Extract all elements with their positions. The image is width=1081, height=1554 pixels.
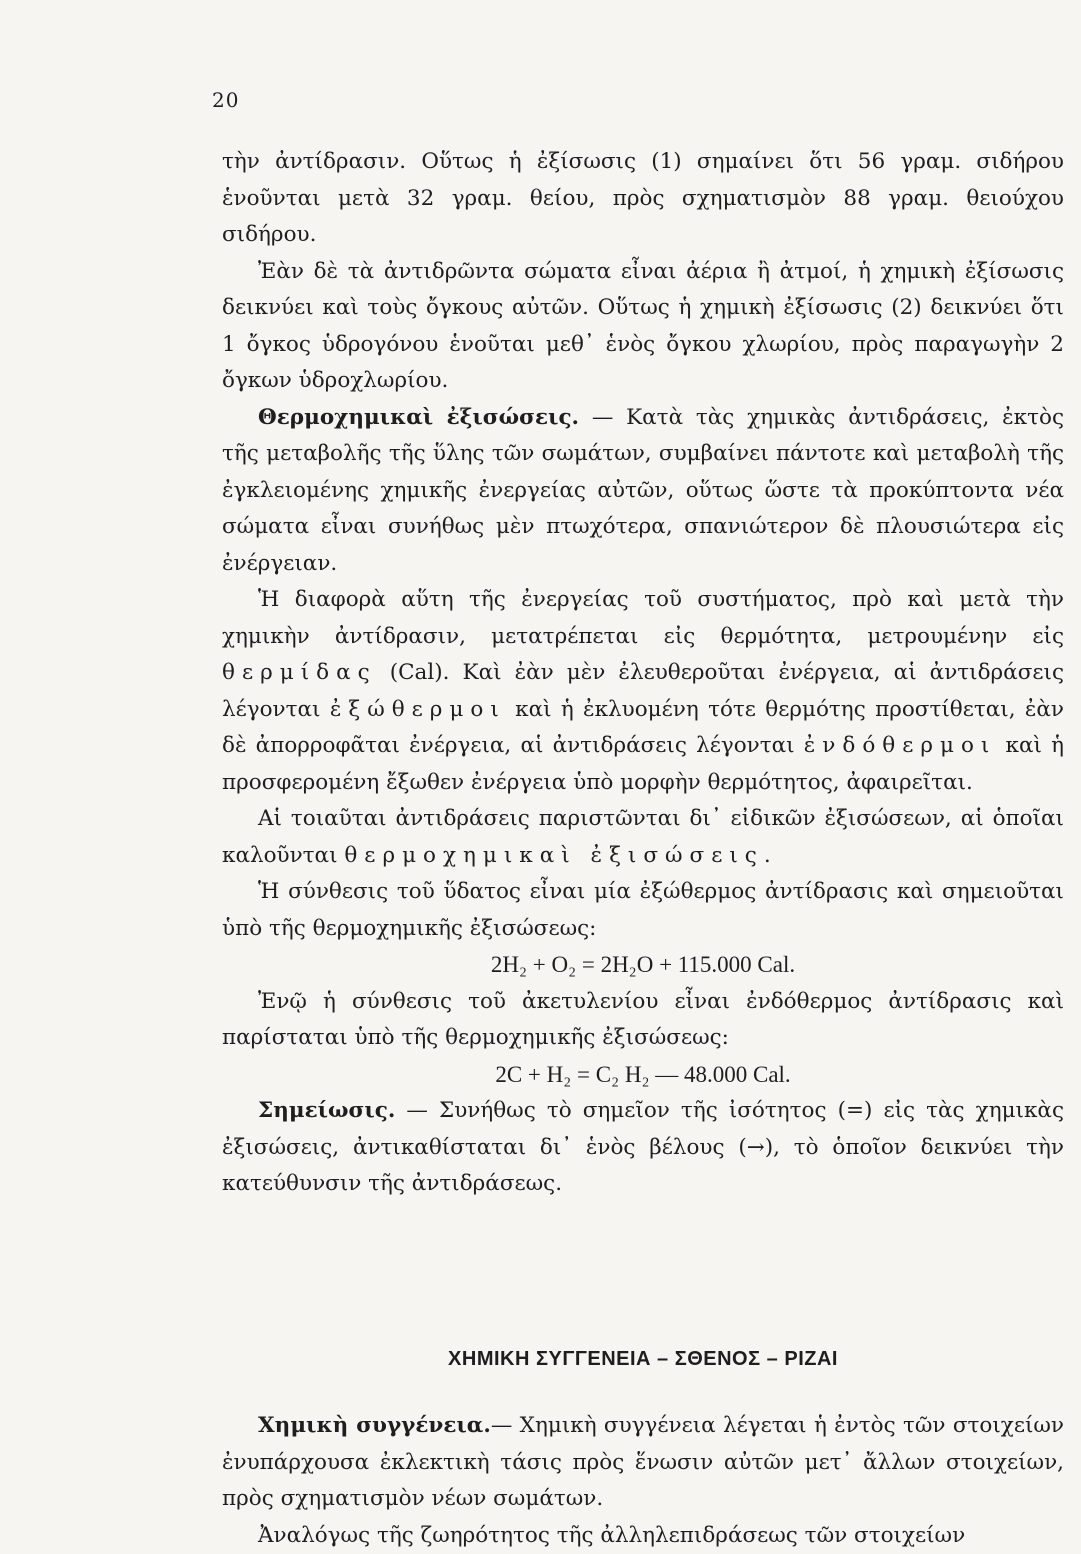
emphasized-term: θερμοχημικαὶ ἐξισώσεις. — [344, 843, 777, 868]
body-text — [222, 144, 1064, 1203]
equation: 2C + H₂ = C₂ H₂ — 48.000 Cal. — [222, 1057, 1064, 1094]
paragraph-text: (Cal). Καὶ ἐὰν μὲν ἐλευθεροῦται ἐνέργεια, αἱ ἀντιδράσεις λέγονται — [222, 660, 1064, 722]
paragraph-text: Αἱ τοιαῦται ἀντιδράσεις παριστῶνται δι᾽ εἰδικῶν ἐξισώσεων, αἱ ὁποῖαι καλοῦνται — [222, 806, 1064, 868]
emphasized-term: θερμίδας — [222, 660, 377, 685]
subsection-title: Θερμοχημικαὶ ἐξισώσεις. — [258, 405, 579, 430]
paragraph-text: καὶ ἡ ἐκλυομένη τότε θερμότης προστίθεται, ἐὰν δὲ ἀπορροφᾶται ἐνέργεια, αἱ ἀντιδράσεις λέγονται — [222, 697, 1064, 759]
paragraph-text: — Κατὰ τὰς χημικὰς ἀντιδράσεις, ἐκτὸς τῆς μεταβολῆς τῆς ὕλης τῶν σωμάτων, συμβαίνει πάντοτε καὶ μεταβολὴ τῆς ἐγκλειομένης χημικῆς ἐνεργείας αὐτῶν, οὕτως ὥστε τὰ προκύπτοντα νέα σώματα εἶναι συνήθως μὲν πτωχότερα, σπανιώτερον δὲ πλουσιώτερα εἰς ἐνέργειαν. — [222, 405, 1064, 576]
section-heading: ΧΗΜΙΚΗ ΣΥΓΓΕΝΕΙΑ – ΣΘΕΝΟΣ – ΡΙΖΑΙ — [222, 1348, 1064, 1371]
equation: 2H₂ + O₂ = 2H₂O + 115.000 Cal. — [222, 947, 1064, 984]
paragraph — [222, 582, 1064, 801]
paragraph-text: Ἡ διαφορὰ αὕτη τῆς ἐνεργείας τοῦ συστήματος, πρὸ καὶ μετὰ τὴν χημικὴν ἀντίδρασιν, μετατρέπεται εἰς θερμότητα, μετρουμένην εἰς — [222, 587, 1064, 649]
paragraph-text: — Χημικὴ συγγένεια λέγεται ἡ ἐντὸς τῶν στοιχείων ἐνυπάρχουσα ἐκλεκτικὴ τάσις πρὸς ἕνωσιν αὐτῶν μετ᾽ ἄλλων στοιχείων, πρὸς σχηματισμὸν νέων σωμάτων. — [222, 1413, 1064, 1511]
paragraph — [222, 1408, 1064, 1518]
note-title: Σημείωσις. — [258, 1098, 395, 1123]
paragraph — [222, 1093, 1064, 1203]
paragraph: Ἐνῷ ἡ σύνθεσις τοῦ ἀκετυλενίου εἶναι ἐνδόθερμος ἀντίδρασις καὶ παρίσταται ὑπὸ τῆς θερμοχημικῆς ἐξισώσεως: — [222, 984, 1064, 1057]
paragraph-text: — Συνήθως τὸ σημεῖον τῆς ἰσότητος (=) εἰς τὰς χημικὰς ἐξισώσεις, ἀντικαθίσταται δι᾽ ἑνὸς βέλους (→), τὸ ὁποῖον δεικνύει τὴν κατεύθυνσιν τῆς ἀντιδράσεως. — [222, 1098, 1064, 1196]
page-number: 20 — [212, 88, 239, 112]
paragraph — [222, 801, 1064, 874]
body-text — [222, 1408, 1064, 1554]
paragraph: Ἀναλόγως τῆς ζωηρότητος τῆς ἀλληλεπιδράσεως τῶν στοιχείων — [222, 1518, 1064, 1554]
paragraph: τὴν ἀντίδρασιν. Οὕτως ἡ ἐξίσωσις (1) σημαίνει ὅτι 56 γραμ. σιδήρου ἑνοῦνται μετὰ 32 γραμ. θείου, πρὸς σχηματισμὸν 88 γραμ. θειούχου σιδήρου. — [222, 144, 1064, 254]
paragraph — [222, 400, 1064, 583]
emphasized-term: ἐξώθερμοι — [330, 697, 506, 722]
paragraph-text: καὶ ἡ προσφερομένη ἔξωθεν ἐνέργεια ὑπὸ μορφὴν θερμότητος, ἀφαιρεῖται. — [222, 733, 1064, 795]
paragraph: Ἡ σύνθεσις τοῦ ὕδατος εἶναι μία ἐξώθερμος ἀντίδρασις καὶ σημειοῦται ὑπὸ τῆς θερμοχημικῆς ἐξισώσεως: — [222, 874, 1064, 947]
subsection-title: Χημικὴ συγγένεια. — [258, 1413, 491, 1438]
paragraph: Ἐὰν δὲ τὰ ἀντιδρῶντα σώματα εἶναι ἀέρια ἢ ἀτμοί, ἡ χημικὴ ἐξίσωσις δεικνύει καὶ τοὺς ὄγκους αὐτῶν. Οὕτως ἡ χημικὴ ἐξίσωσις (2) δεικνύει ὅτι 1 ὄγκος ὑδρογόνου ἑνοῦται μεθ᾽ ἑνὸς ὄγκου χλωρίου, πρὸς παραγωγὴν 2 ὄγκων ὑδροχλωρίου. — [222, 254, 1064, 400]
emphasized-term: ἐνδόθερμοι — [804, 733, 997, 758]
